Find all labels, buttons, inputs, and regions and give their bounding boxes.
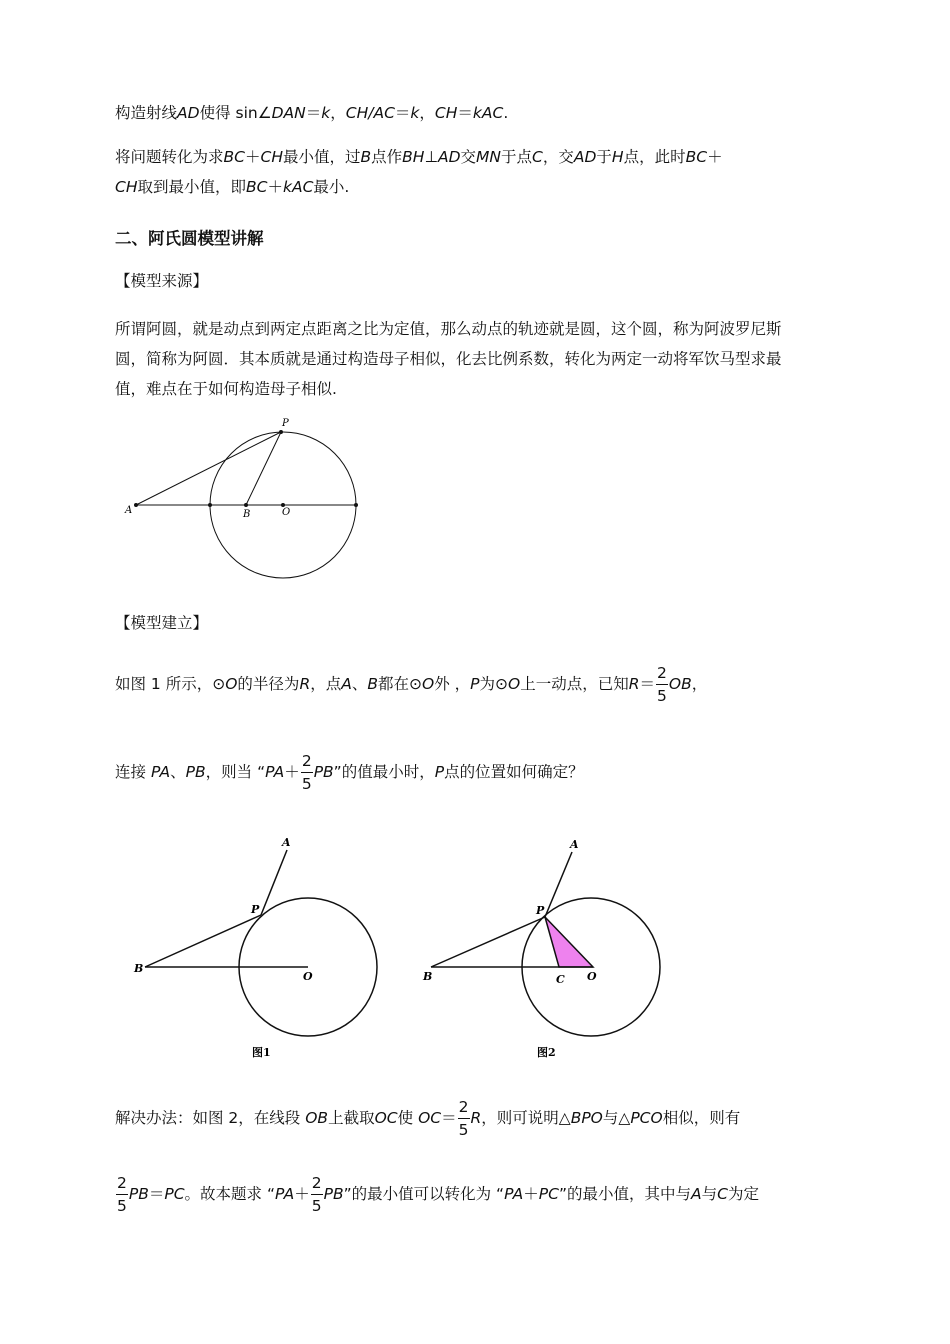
point-b [244,503,248,507]
figure-2 [415,830,685,1070]
math-var: C [717,1185,728,1203]
math-var: kAC [282,178,314,196]
math-var: R [299,675,311,693]
label-c: C [556,973,565,986]
label-o: O [587,970,597,983]
math-var: C [532,148,543,166]
paragraph-problem-transform [115,142,840,202]
text: ，则可说明△ [481,1109,571,1127]
math-var: MN [476,148,501,166]
point-left-intersection [208,503,212,507]
denominator: 5 [657,687,667,705]
label-p: P [251,903,260,916]
math-var: CH [260,148,283,166]
text: / [368,104,374,122]
math-var: B [360,148,372,166]
math-var: AD [177,104,200,122]
text: 、 [351,675,368,693]
segment-pa [545,852,572,917]
point-a [134,503,138,507]
section-heading: 二、阿氏圆模型讲解 [115,229,264,248]
label-model-source: 【模型来源】 [115,272,209,290]
text: ＋ [707,148,723,166]
apollonius-circle-figure [115,410,375,590]
line: 值，难点在于如何构造母子相似. [115,380,337,398]
text: ＝ [441,1109,457,1127]
text: 将问题转化为求 [115,148,224,166]
fraction [458,1096,470,1141]
paragraph-solution-1 [115,1088,840,1148]
text: 相似，则有 [662,1109,741,1127]
fraction [656,662,668,707]
text: ＋ [523,1185,539,1203]
label-p: P [536,904,545,917]
text: 使 [397,1109,414,1127]
text: ”的值最小时， [333,763,435,781]
math-var: PB [313,763,334,781]
label-b: B [243,509,251,520]
segment-pa [261,850,287,915]
math-var: O [422,675,435,693]
math-var: BC [223,148,245,166]
text: ＋ [284,763,300,781]
text: 点作 [371,148,403,166]
label-o: O [303,970,313,983]
triangle-pco [545,917,593,967]
math-var: AD [437,148,461,166]
math-var: R [628,675,640,693]
text: ＋ [244,148,261,166]
text: 构造射线 [115,104,178,122]
text: 取到最小值，即 [137,178,246,196]
denominator: 5 [311,1197,322,1215]
label-p: P [282,418,289,429]
text: ⊥ [424,148,438,166]
text: 上截取 [328,1109,375,1127]
label-a: A [125,505,133,516]
denominator: 5 [301,775,312,793]
math-var: BPO [570,1109,603,1127]
text: ＝ [394,104,411,122]
segment-bp [431,917,545,967]
text: ＝ [639,675,656,693]
text: ”的最小值可以转化为 “ [343,1185,505,1203]
text: 外 ， [434,675,471,693]
text: 为⊙ [479,675,508,693]
math-var: PC [164,1185,185,1203]
line [115,172,840,202]
line: 圆，简称为阿圆．其本质就是通过构造母子相似，化去比例系数，转化为两定一动将军饮马型求最 [115,350,782,368]
line [115,142,840,172]
label-a: A [282,836,291,849]
text: 解决办法：如图 2，在线段 [115,1109,301,1127]
text: 使得 sin∠ [199,104,272,122]
segment-pb [246,432,281,505]
math-var: PA [275,1185,295,1203]
text: 都在⊙ [378,675,422,693]
math-var: DAN [271,104,306,122]
text: ， [691,675,708,693]
math-var: PC [538,1185,559,1203]
text: ，点 [310,675,342,693]
denominator: 5 [458,1121,469,1139]
math-var: P [470,675,480,693]
math-var: CH [115,178,138,196]
math-var: CH [434,104,458,122]
segment-pa [136,432,281,505]
math-var: PB [185,763,206,781]
numerator: 2 [116,1172,128,1195]
label-b: B [423,970,433,983]
label-model-build: 【模型建立】 [115,614,209,632]
text: 点，此时 [623,148,686,166]
math-var: PB [323,1185,344,1203]
text: 最小值，过 [282,148,361,166]
math-var: k [321,104,331,122]
label-a: A [570,838,579,851]
math-var: B [367,675,378,693]
text: ，则当 “ [205,763,266,781]
fraction [116,1172,128,1217]
math-var: O [508,675,521,693]
math-var: H [611,148,624,166]
text: 连接 [115,763,147,781]
text: ＝ [457,104,473,122]
text: 于 [596,148,612,166]
paragraph-question-2 [115,742,840,802]
line: 所谓阿圆，就是动点到两定点距离之比为定值，那么动点的轨迹就是圆，这个圆，称为阿波罗尼斯 [115,320,782,338]
fraction [301,750,313,795]
paragraph-question-1 [115,654,840,714]
label-o: O [282,507,291,518]
text: 、 [170,763,186,781]
math-var: P [434,763,445,781]
math-var: BC [246,178,268,196]
math-var: k [410,104,420,122]
text: 最小. [313,178,350,196]
math-var: AC [373,104,395,122]
text: ＝ [305,104,322,122]
text: ， [419,104,435,122]
text: ， [330,104,346,122]
point-p [279,430,283,434]
text: 的半径为 [237,675,300,693]
math-var: BC [685,148,708,166]
math-var: A [690,1185,702,1203]
text: 交 [460,148,477,166]
fraction [311,1172,323,1217]
paragraph-model-source [115,314,840,404]
figure-1 [125,830,395,1070]
numerator: 2 [458,1096,470,1119]
math-var: PA [504,1185,524,1203]
point-right-intersection [354,503,358,507]
math-var: R [470,1109,482,1127]
text: . [503,104,509,122]
text: ＋ [267,178,283,196]
text: ＋ [294,1185,310,1203]
numerator: 2 [301,750,313,773]
math-var: CH [345,104,369,122]
numerator: 2 [311,1172,323,1195]
math-var: PB [128,1185,149,1203]
text: ，交 [542,148,574,166]
denominator: 5 [117,1197,127,1215]
text: 点的位置如何确定？ [444,763,584,781]
math-var: PA [150,763,171,781]
figure-caption: 图1 [252,1046,271,1059]
text: 如图 1 所示，⊙ [115,675,226,693]
math-var: BH [402,148,425,166]
text: 于点 [501,148,533,166]
figure-caption: 图2 [537,1046,556,1059]
numerator: 2 [656,662,668,685]
text: 上一动点，已知 [520,675,629,693]
math-var: AD [573,148,597,166]
text: 为定 [727,1185,759,1203]
paragraph-ray-construction [115,98,840,128]
math-var: OB [668,675,692,693]
math-var: A [341,675,352,693]
label-b: B [134,962,144,975]
text: ＝ [148,1185,165,1203]
math-var: PA [265,763,285,781]
paragraph-solution-2 [115,1164,840,1224]
text: 。故本题求 “ [184,1185,276,1203]
math-var: OC [374,1109,398,1127]
text: ”的最小值，其中与 [558,1185,691,1203]
math-var: OB [305,1109,329,1127]
text: 与△ [602,1109,631,1127]
math-var: O [225,675,238,693]
math-var: kAC [472,104,504,122]
math-var: PCO [630,1109,663,1127]
math-var: OC [418,1109,442,1127]
text: 与 [701,1185,718,1203]
